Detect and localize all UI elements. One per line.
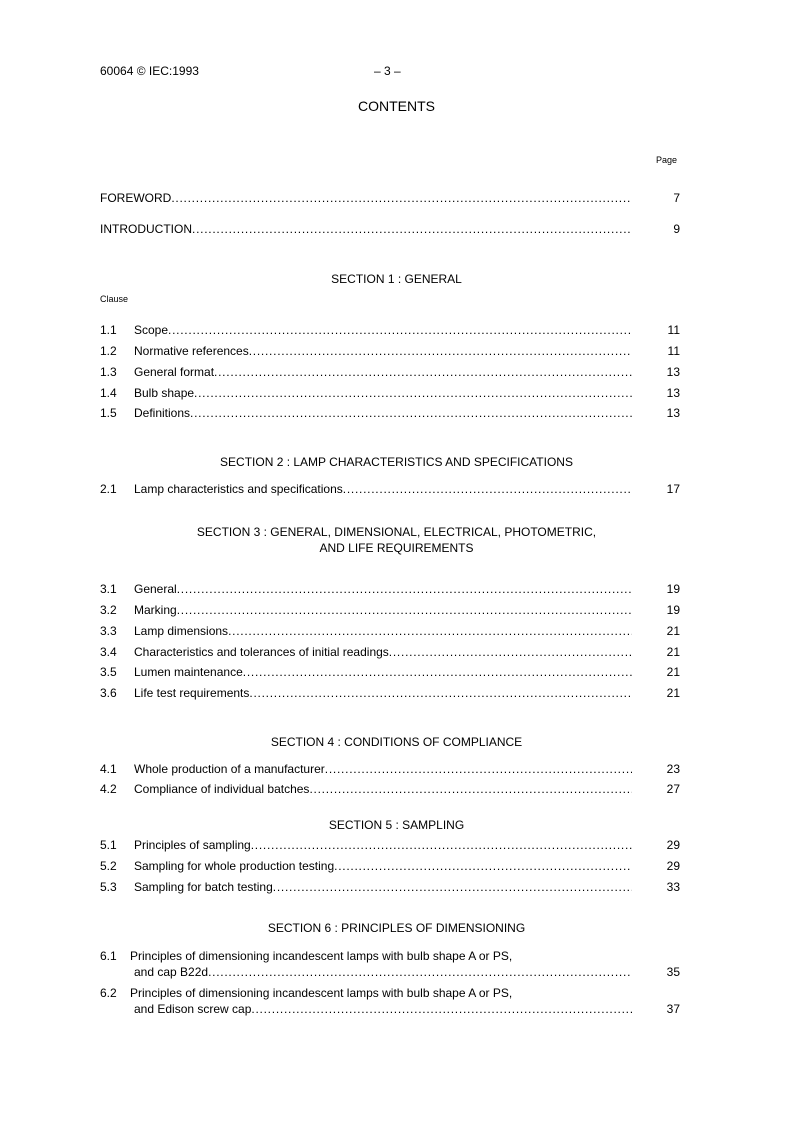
toc-entry-title: Marking [134,603,177,617]
toc-entry-page: 11 [667,323,680,337]
section-heading: SECTION 1 : GENERAL [331,272,462,286]
toc-entry-page: 11 [667,344,680,358]
toc-entry-page: 17 [666,482,680,496]
toc-entry[interactable] [100,685,680,701]
clause-number: 6.2 [100,986,117,1000]
toc-entry-page: 19 [666,603,680,617]
toc-entry[interactable] [100,879,680,895]
toc-entry[interactable] [100,837,680,853]
toc-entry[interactable] [100,781,680,797]
document-reference: 60064 © IEC:1993 [100,64,199,78]
toc-entry-title: General format [134,365,215,379]
clause-number: 1.1 [100,323,117,337]
clause-number: 4.1 [100,762,117,776]
clause-number: 3.1 [100,582,117,596]
section-heading: SECTION 2 : LAMP CHARACTERISTICS AND SPECIFICATIONS [220,455,573,469]
toc-entry-page: 21 [666,624,680,638]
toc-entry-page: 33 [666,880,680,894]
toc-entry-page: 13 [666,365,680,379]
toc-entry[interactable] [100,623,680,639]
toc-entry[interactable] [100,322,680,338]
toc-entry-title: Principles of dimensioning incandescent lamps with bulb shape A or PS, [130,986,513,1000]
toc-entry-title: General [134,582,177,596]
toc-entry-title: FOREWORD [100,191,172,205]
toc-entry[interactable] [100,602,680,618]
toc-entry-page: 13 [666,386,680,400]
toc-entry-page: 9 [673,222,680,236]
section-heading-continued: AND LIFE REQUIREMENTS [319,541,474,555]
toc-entry-title: Whole production of a manufacturer [134,762,325,776]
toc-entry-title: Principles of dimensioning incandescent lamps with bulb shape A or PS, [130,949,513,963]
toc-entry-page: 27 [666,782,680,796]
toc-entry-title: Lamp characteristics and specifications [134,482,343,496]
section-heading: SECTION 3 : GENERAL, DIMENSIONAL, ELECTRICAL, PHOTOMETRIC, [196,525,597,539]
toc-entry[interactable] [100,343,680,359]
toc-entry-page: 29 [666,838,680,852]
toc-entry-title: Principles of sampling [134,838,251,852]
toc-entry[interactable] [100,761,680,777]
page-column-label: Page [656,155,678,165]
toc-entry-title: Normative references [134,344,249,358]
clause-number: 4.2 [100,782,117,796]
clause-number: 3.3 [100,624,117,638]
toc-entry-page: 21 [666,665,680,679]
toc-entry[interactable] [100,948,680,980]
toc-entry-title: Compliance of individual batches [134,782,310,796]
clause-number: 5.2 [100,859,117,873]
clause-number: 3.6 [100,686,117,700]
clause-number: 1.3 [100,365,117,379]
toc-entry[interactable] [100,364,680,380]
toc-entry-page: 19 [666,582,680,596]
page-number-header: – 3 – [374,64,401,78]
toc-entry-foreword[interactable] [100,190,680,206]
toc-entry-title: Definitions [134,406,191,420]
clause-number: 3.2 [100,603,117,617]
toc-entry[interactable] [100,481,680,497]
clause-number: 5.1 [100,838,117,852]
toc-entry[interactable] [100,405,680,421]
toc-entry-title-continued: and cap B22d [134,965,209,979]
toc-entry-page: 23 [666,762,680,776]
toc-entry-title: Life test requirements [134,686,250,700]
section-heading: SECTION 5 : SAMPLING [328,818,465,832]
toc-entry-title: Sampling for batch testing [134,880,273,894]
toc-entry-page: 37 [666,1002,680,1016]
toc-entry-introduction[interactable] [100,221,680,237]
clause-number: 3.4 [100,645,117,659]
section-heading: SECTION 4 : CONDITIONS OF COMPLIANCE [270,735,523,749]
toc-entry-page: 35 [666,965,680,979]
toc-entry-title: Lumen maintenance [134,665,243,679]
clause-number: 6.1 [100,949,117,963]
toc-entry[interactable] [100,581,680,597]
section-heading: SECTION 6 : PRINCIPLES OF DIMENSIONING [267,921,526,935]
clause-label: Clause [100,294,129,304]
toc-entry-title: INTRODUCTION [100,222,192,236]
toc-entry-page: 13 [666,406,680,420]
contents-title: CONTENTS [358,98,435,114]
toc-entry-title: Lamp dimensions [134,624,229,638]
toc-entry-title: Characteristics and tolerances of initial readings [134,645,389,659]
clause-number: 1.2 [100,344,117,358]
toc-entry-page: 21 [666,645,680,659]
clause-number: 2.1 [100,482,117,496]
toc-entry[interactable] [100,985,680,1017]
clause-number: 1.4 [100,386,117,400]
toc-entry[interactable] [100,664,680,680]
toc-entry-title-continued: and Edison screw cap [134,1002,252,1016]
clause-number: 1.5 [100,406,117,420]
clause-number: 5.3 [100,880,117,894]
toc-entry[interactable] [100,858,680,874]
toc-entry-page: 7 [673,191,680,205]
toc-entry[interactable] [100,385,680,401]
toc-entry-title: Bulb shape [134,386,195,400]
toc-entry[interactable] [100,644,680,660]
clause-number: 3.5 [100,665,117,679]
toc-entry-page: 21 [666,686,680,700]
toc-entry-page: 29 [666,859,680,873]
toc-entry-title: Scope [134,323,169,337]
toc-entry-title: Sampling for whole production testing [134,859,335,873]
